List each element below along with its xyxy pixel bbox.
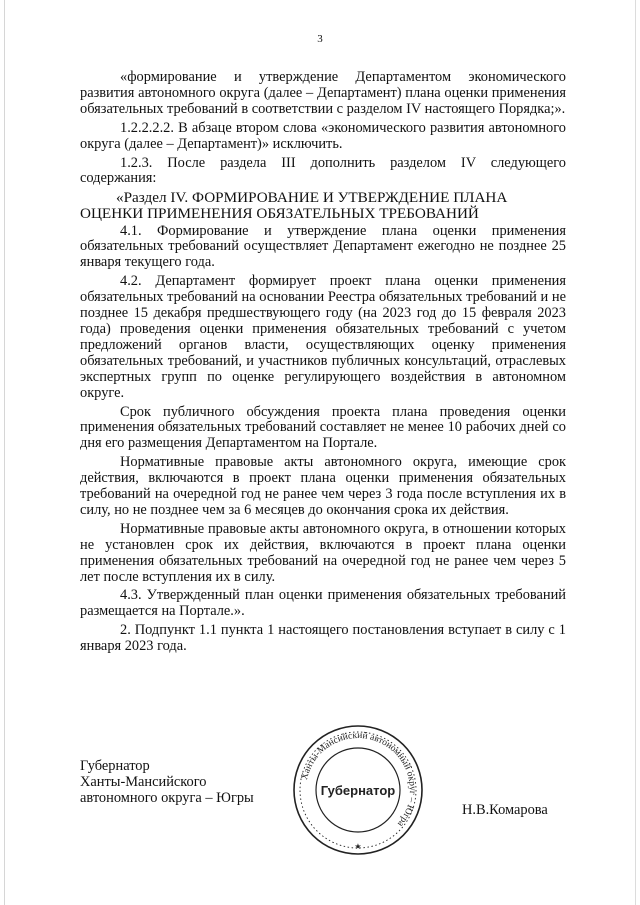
paragraph-2: 2. Подпункт 1.1 пункта 1 настоящего постановления вступает в силу с 1 января 2023 года. — [80, 622, 566, 655]
paragraph-quote-formirovanie: «формирование и утверждение Департаментом экономического развития автономного округа (далее – Департамент) плана оценки применения обязательных требований в соответствии с разделом IV настоящего Порядка;». — [80, 69, 566, 117]
signatory-title — [80, 758, 300, 806]
signatory-title-line-3: автономного округа – Югры — [80, 790, 254, 806]
page-number: 3 — [317, 33, 323, 45]
section-iv-heading: «Раздел IV. ФОРМИРОВАНИЕ И УТВЕРЖДЕНИЕ ПЛАНА ОЦЕНКИ ПРИМЕНЕНИЯ ОБЯЗАТЕЛЬНЫХ ТРЕБОВАНИЙ — [80, 189, 508, 222]
signatory-title-line-2: Ханты-Мансийского — [80, 774, 207, 790]
stamp-ring-text: Ханты-Мансийский автономный округ – Югра — [300, 730, 418, 829]
paragraph-acts-with-term: Нормативные правовые акты автономного округа, имеющие срок действия, включаются в проект плана оценки применения обязательных требований на очередной год не ранее чем через 3 года после вступления их в силу, но не позднее чем за 6 месяцев до окончания срока их действия. — [80, 454, 566, 518]
signatory-title-line-1: Губернатор — [80, 758, 150, 774]
star-icon: ★ — [354, 842, 362, 851]
paragraph-4-1: 4.1. Формирование и утверждение плана оценки применения обязательных требований осуществляет Департамент ежегодно не позднее 25 января текущего года. — [80, 222, 566, 271]
paragraph-public-discussion: Срок публичного обсуждения проекта плана проведения оценки применения обязательных требований составляет не менее 10 рабочих дней со дня его размещения Департаментом на Портале. — [80, 403, 566, 452]
paragraph-4-3: 4.3. Утвержденный план оценки применения обязательных требований размещается на Портале.». — [80, 587, 566, 620]
document-body — [80, 70, 566, 658]
paragraph-acts-without-term: Нормативные правовые акты автономного округа, в отношении которых не установлен срок их действия, включаются в проект плана оценки применения обязательных требований на очередной год не ранее чем через 5 лет после вступления их в силу. — [80, 520, 566, 585]
paragraph-4-2: 4.2. Департамент формирует проект плана оценки применения обязательных требований на основании Реестра обязательных требований и не позднее 15 декабря предшествующего году (на 2023 год до 15 февраля 2023 года) проведения оценки применения обязательных требований с учетом предложений органов власти, осуществляющих оценку применения обязательных требований, и участников публичных консультаций, отраслевых экспертных групп по оценке регулирующего воздействия в автономном округе. — [80, 273, 566, 401]
stamp-center-text: Губернатор — [320, 783, 396, 798]
scan-edge-left — [4, 0, 5, 905]
paragraph-1-2-2-2-2: 1.2.2.2.2. В абзаце втором слова «экономического развития автономного округа (далее – Департамент)» исключить. — [80, 119, 566, 152]
paragraph-1-2-3: 1.2.3. После раздела III дополнить разделом IV следующего содержания: — [80, 154, 566, 187]
signer-name: Н.В.Комарова — [462, 802, 548, 818]
scan-edge-right — [635, 0, 636, 905]
official-stamp — [288, 720, 428, 860]
